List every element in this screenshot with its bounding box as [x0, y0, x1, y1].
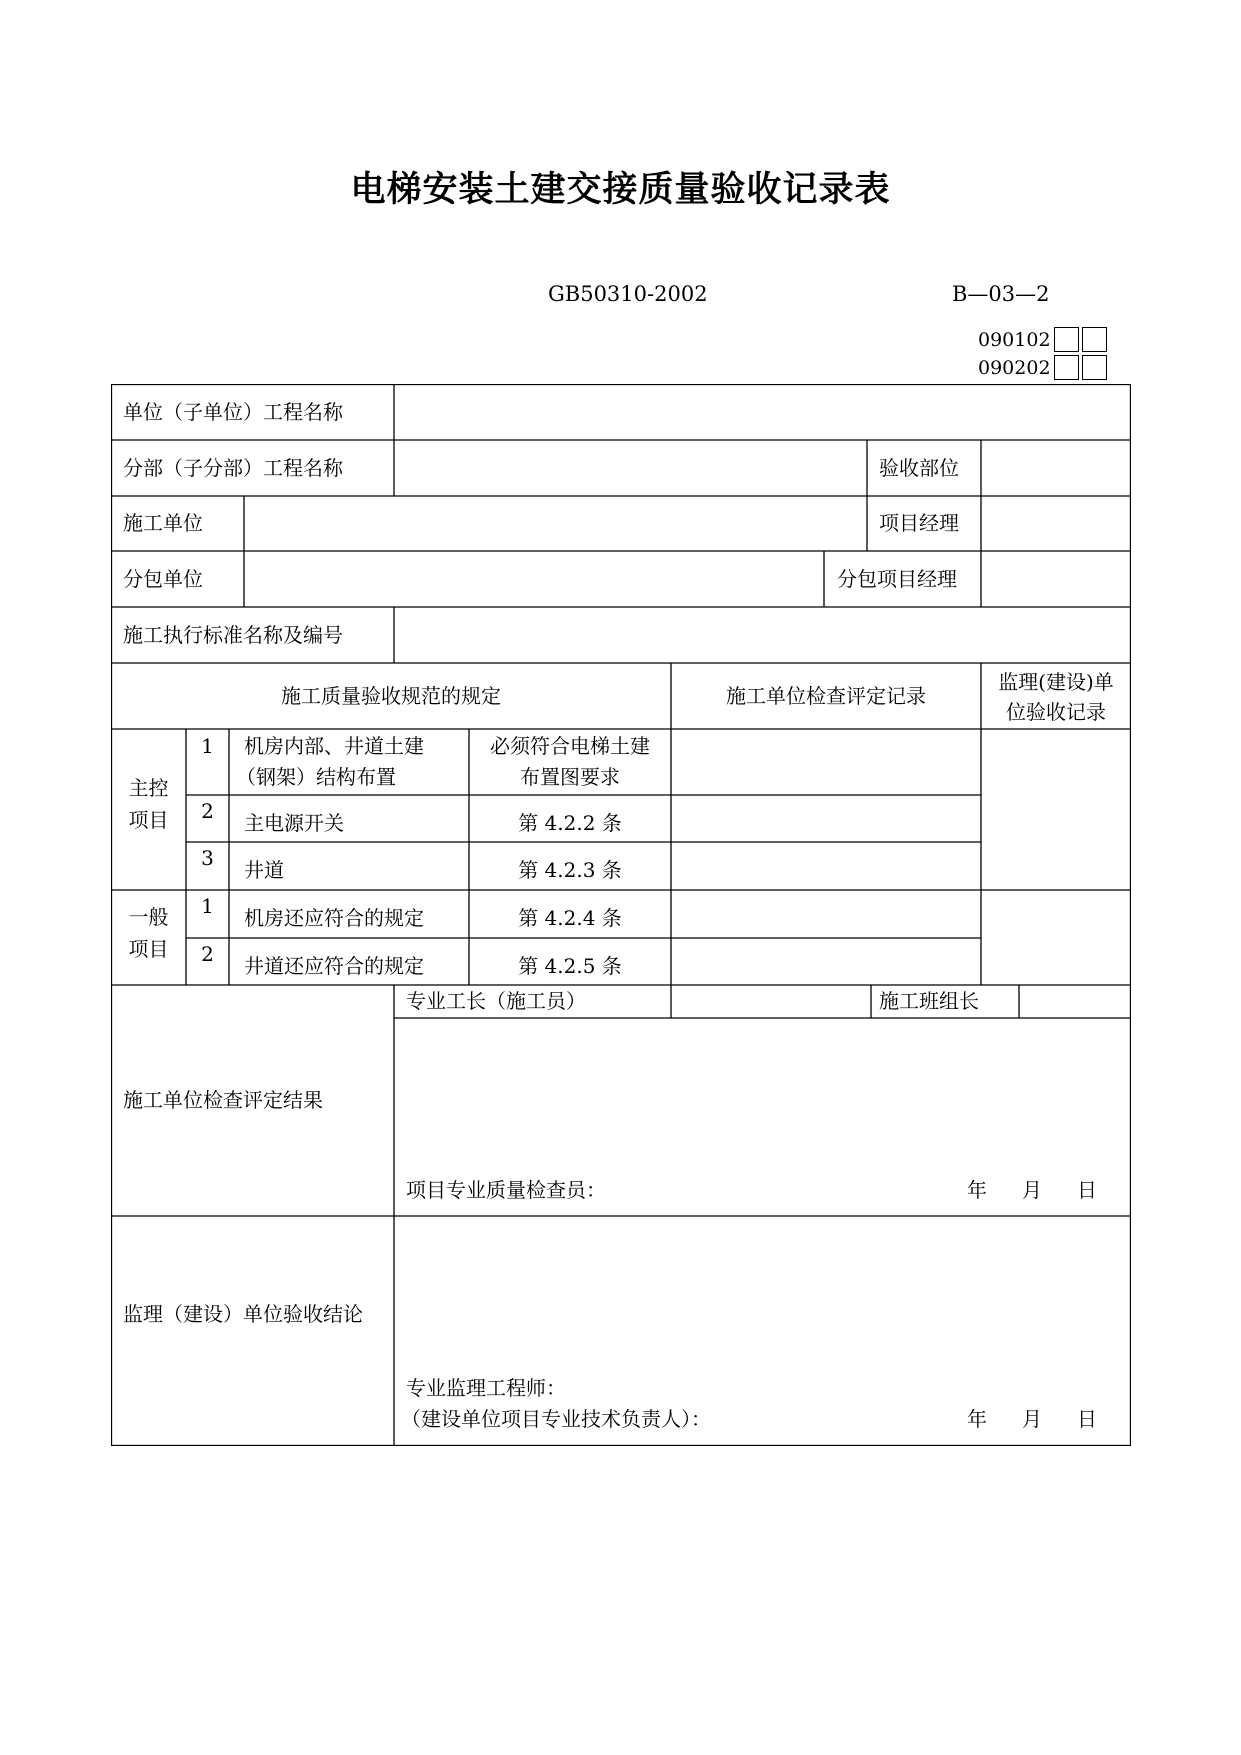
- check-record-column-header: 施工单位检查评定记录: [726, 684, 926, 708]
- project-manager-label: 项目经理: [879, 511, 959, 535]
- item-name-line1: 机房内部、井道土建: [244, 734, 424, 758]
- unit-project-name-label: 单位（子单位）工程名称: [123, 400, 343, 424]
- item-name: 井道: [244, 858, 284, 882]
- item-number: 2: [201, 799, 214, 823]
- standard-number: GB50310-2002: [548, 282, 708, 306]
- code-checkbox[interactable]: [1082, 355, 1107, 380]
- supervision-conclusion-label: 监理（建设）单位验收结论: [123, 1302, 363, 1326]
- main-control-label-line2: 项目: [128, 808, 169, 832]
- construction-unit-label: 施工单位: [123, 511, 203, 535]
- conclusion-month-label: 月: [1022, 1407, 1042, 1431]
- item-number: 1: [201, 894, 214, 918]
- form-title: 电梯安装土建交接质量验收记录表: [350, 170, 891, 210]
- item-number: 3: [201, 846, 214, 870]
- acceptance-location-label: 验收部位: [879, 456, 959, 480]
- subcontractor-label: 分包单位: [123, 567, 203, 591]
- item-requirement: 第 4.2.2 条: [518, 811, 622, 835]
- result-day-label: 日: [1077, 1178, 1097, 1202]
- item-number: 2: [201, 942, 214, 966]
- supervision-record-header-line2: 位验收记录: [1006, 700, 1106, 724]
- code-checkbox[interactable]: [1054, 355, 1079, 380]
- item-requirement: 第 4.2.3 条: [518, 858, 622, 882]
- supervision-record-header-line1: 监理(建设)单: [998, 670, 1114, 694]
- sub-code-1: 090102: [978, 328, 1051, 351]
- item-name: 井道还应符合的规定: [244, 954, 424, 978]
- subcontract-manager-label: 分包项目经理: [837, 567, 957, 591]
- item-requirement-line2: 布置图要求: [520, 765, 620, 789]
- item-name: 主电源开关: [244, 811, 344, 835]
- form-code: B—03—2: [952, 282, 1050, 306]
- quality-inspector-label: 项目专业质量检查员：: [406, 1178, 606, 1202]
- result-year-label: 年: [967, 1178, 987, 1202]
- main-control-label-line1: 主控: [128, 776, 169, 800]
- item-requirement: 第 4.2.5 条: [518, 954, 622, 978]
- sub-code-2: 090202: [978, 356, 1051, 379]
- acceptance-table: [111, 384, 1131, 1446]
- team-leader-label: 施工班组长: [879, 989, 979, 1013]
- owner-tech-lead-label: （建设单位项目专业技术负责人）：: [401, 1407, 711, 1431]
- construction-result-label: 施工单位检查评定结果: [123, 1088, 323, 1112]
- item-requirement-line1: 必须符合电梯土建: [490, 734, 650, 758]
- supervising-engineer-label: 专业监理工程师：: [406, 1376, 566, 1400]
- general-label-line2: 项目: [128, 937, 169, 961]
- sub-code-row-1: [978, 327, 1107, 352]
- item-requirement: 第 4.2.4 条: [518, 906, 622, 930]
- item-number: 1: [201, 734, 214, 758]
- execution-standard-label: 施工执行标准名称及编号: [123, 623, 343, 647]
- code-checkbox[interactable]: [1054, 327, 1079, 352]
- spec-column-header: 施工质量验收规范的规定: [281, 684, 501, 708]
- result-month-label: 月: [1022, 1178, 1042, 1202]
- item-name: 机房还应符合的规定: [244, 906, 424, 930]
- general-label-line1: 一般: [128, 905, 169, 929]
- conclusion-year-label: 年: [967, 1407, 987, 1431]
- foreman-label: 专业工长（施工员）: [406, 989, 586, 1013]
- sub-code-row-2: [978, 355, 1107, 380]
- code-checkbox[interactable]: [1082, 327, 1107, 352]
- conclusion-day-label: 日: [1077, 1407, 1097, 1431]
- division-project-name-label: 分部（子分部）工程名称: [123, 456, 343, 480]
- item-name-line2: （钢架）结构布置: [236, 765, 396, 789]
